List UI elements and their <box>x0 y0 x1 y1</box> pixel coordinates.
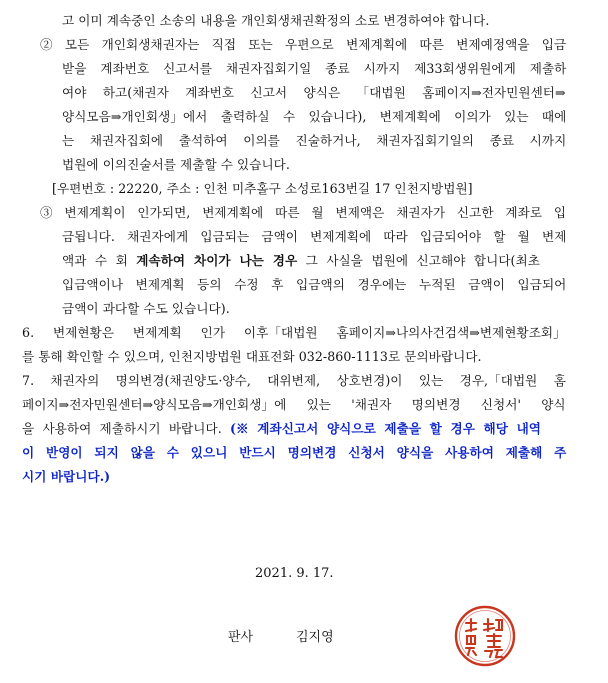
text-line: 페이지⇒전자민원센터⇒양식모음⇒개인회생」에 있는 '채권자 명의변경 신청서' 양식 <box>22 397 566 412</box>
text-line: ② 모든 개인회생채권자는 직접 또는 우편으로 변제계획에 따른 변제예정액을 입금 <box>40 37 567 52</box>
text-line: 금액이 과다할 수도 있습니다). <box>62 301 230 316</box>
notice-text: (※ 계좌신고서 양식으로 제출을 할 경우 해당 내역 <box>230 421 542 436</box>
text-line: 7. 채권자의 명의변경(채권양도·양수, 대위변제, 상호변경)이 있는 경우,「대법원 홈 <box>22 373 566 388</box>
text-line: ③ 변제계획이 인가되면, 변제계획에 따른 월 변제액은 채권자가 신고한 계좌로 입 <box>40 205 567 220</box>
notice-text-line: 시기 바랍니다.) <box>22 469 111 484</box>
text-line: 입금액이나 변제계획 등의 수정 후 입금액의 경우에는 누적된 금액이 입금되어 <box>62 277 567 292</box>
text-line: 는 채권자집회에 출석하여 이의를 진술하거나, 채권자집회기일의 종료 시까지 <box>62 133 567 148</box>
document-date: 2021. 9. 17. <box>255 566 334 581</box>
judge-title: 판사 <box>228 630 254 645</box>
text-line: 받을 계좌번호 신고서를 채권자집회기일 종료 시까지 제33회생위원에게 제출하 <box>62 61 567 76</box>
text-line: 금됩니다. 채권자에게 입금되는 금액이 변제계획에 따라 입금되어야 할 월 변제 <box>62 229 567 244</box>
judge-name: 김지영 <box>296 630 334 645</box>
text-line: 여야 하고(채권자 계좌번호 신고서 양식은 「대법원 홈페이지⇒전자민원센터⇒ <box>62 85 566 100</box>
notice-text-line: 이 반영이 되지 않을 수 있으니 반드시 명의변경 신청서 양식을 사용하여 제출해 주 <box>22 445 567 460</box>
text-line: 법원에 이의진술서를 제출할 수 있습니다. <box>62 157 290 172</box>
text-line: 을 사용하여 제출하시기 바랍니다. (※ 계좌신고서 양식으로 제출을 할 경우 해당 내역 <box>22 421 542 436</box>
text-line: 고 이미 계속중인 소송의 내용을 개인회생채권확정의 소로 변경하여야 합니다. <box>62 13 490 28</box>
text-line-address: [우편번호 : 22220, 주소 : 인천 미추홀구 소성로163번길 17 인천지방법원] <box>52 181 473 196</box>
text-line: 양식모음⇒개인회생」에서 출력하실 수 있습니다), 변제계획에 이의가 있는 때에 <box>62 109 567 124</box>
emphasis-text: 계속하여 차이가 나는 경우 <box>136 253 298 268</box>
court-seal-icon <box>452 603 518 669</box>
text-line: 액과 수 회 계속하여 차이가 나는 경우 그 사실을 법원에 신고해야 합니다(최초 <box>62 253 540 268</box>
text-line: 6. 변제현황은 변제계획 인가 이후「대법원 홈페이지⇒나의사건검색⇒변제현황조회」 <box>22 325 566 340</box>
text-line: 를 통해 확인할 수 있으며, 인천지방법원 대표전화 032-860-1113로 문의바랍니다. <box>22 349 482 364</box>
